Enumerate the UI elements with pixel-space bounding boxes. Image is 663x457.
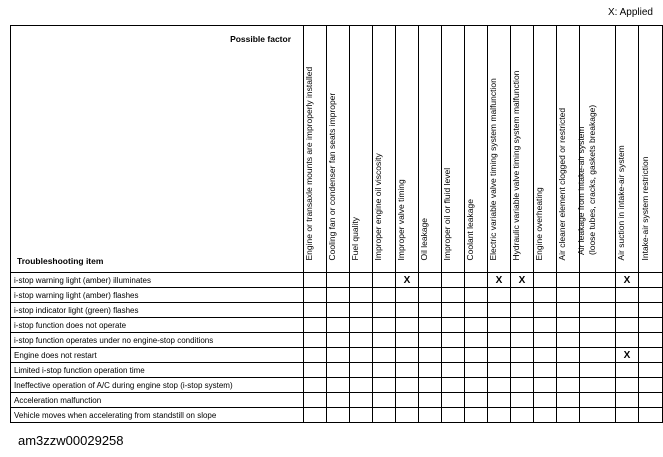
applied-mark-cell [304,318,327,333]
applied-mark-cell [373,408,396,423]
applied-mark-cell [396,393,419,408]
applied-mark-cell [419,288,442,303]
applied-mark-cell [557,288,580,303]
applied-mark-cell [488,378,511,393]
applied-mark-cell [580,378,616,393]
factor-label: Fuel quality [350,217,360,261]
troubleshooting-item: Vehicle moves when accelerating from standstill on slope [11,408,304,423]
applied-mark-cell [616,393,639,408]
applied-mark-cell [465,273,488,288]
applied-mark-cell [511,408,534,423]
applied-mark-cell [419,333,442,348]
applied-mark-cell [580,273,616,288]
applied-mark-cell [616,333,639,348]
applied-mark-cell [350,273,373,288]
applied-mark-cell [488,408,511,423]
applied-mark-cell [465,288,488,303]
applied-mark-cell [304,333,327,348]
applied-mark-cell [488,318,511,333]
applied-mark-cell [534,288,557,303]
applied-mark-cell [419,378,442,393]
applied-mark-cell [511,288,534,303]
applied-mark-cell [580,363,616,378]
factor-header-13 [575,26,616,273]
applied-mark-cell: X [616,273,639,288]
applied-mark-cell [557,318,580,333]
applied-mark-cell [534,318,557,333]
applied-mark-cell [350,333,373,348]
applied-mark-cell [396,363,419,378]
applied-mark-cell [534,408,557,423]
applied-mark-cell [616,318,639,333]
applied-mark-cell [442,318,465,333]
applied-mark-cell [639,288,663,303]
troubleshooting-item: Acceleration malfunction [11,393,304,408]
applied-mark-cell [616,408,639,423]
applied-mark-cell [327,288,350,303]
applied-mark-cell [580,408,616,423]
factor-header-8 [465,26,488,273]
applied-mark-cell: X [511,273,534,288]
applied-mark-cell [639,333,663,348]
applied-mark-cell [419,363,442,378]
applied-mark-cell [534,378,557,393]
applied-mark-cell [511,393,534,408]
applied-mark-cell [488,303,511,318]
troubleshooting-item: i-stop function does not operate [11,318,304,333]
applied-mark-cell [488,288,511,303]
possible-factor-label: Possible factor [230,34,291,44]
applied-mark-cell [442,288,465,303]
applied-mark-cell [304,393,327,408]
troubleshooting-item-label: Troubleshooting item [17,256,104,266]
applied-mark-cell [350,303,373,318]
applied-mark-cell [350,363,373,378]
factor-label: Improper engine oil viscosity [373,153,383,261]
troubleshooting-item: i-stop warning light (amber) illuminates [11,273,304,288]
factor-label: Oil leakage [419,217,429,261]
troubleshooting-item: Engine does not restart [11,348,304,363]
applied-mark-cell [304,303,327,318]
applied-mark-cell [534,348,557,363]
applied-mark-cell [350,393,373,408]
applied-mark-cell [442,303,465,318]
applied-mark-cell [557,408,580,423]
applied-mark-cell [373,393,396,408]
applied-mark-cell [557,273,580,288]
applied-mark-cell [534,363,557,378]
factor-header-4 [373,26,396,273]
applied-mark-cell [488,333,511,348]
applied-mark-cell [488,348,511,363]
applied-mark-cell [465,348,488,363]
factor-label: Hydraulic variable valve timing system malfunction [511,70,521,261]
table-row [11,363,663,378]
applied-mark-cell [442,348,465,363]
table-row [11,348,663,363]
factor-label: Improper oil or fluid level [442,167,452,261]
troubleshooting-item: Ineffective operation of A/C during engine stop (i-stop system) [11,378,304,393]
applied-mark-cell [396,378,419,393]
factor-label: Air suction in intake-air system [616,145,626,261]
applied-mark-cell [557,363,580,378]
table-body [11,273,663,423]
applied-mark-cell [442,408,465,423]
applied-mark-cell [616,303,639,318]
applied-mark-cell [396,408,419,423]
applied-mark-cell [442,333,465,348]
table-row [11,273,663,288]
factor-label: Engine overheating [534,187,544,261]
applied-mark-cell [580,333,616,348]
applied-mark-cell [373,363,396,378]
applied-mark-cell [465,318,488,333]
applied-mark-cell [534,273,557,288]
applied-mark-cell [327,303,350,318]
factor-label: Coolant leakage [465,199,475,261]
applied-mark-cell [304,363,327,378]
applied-mark-cell [327,393,350,408]
factor-label: Engine or transaxle mounts are improperly installed [304,66,314,261]
applied-mark-cell [373,378,396,393]
applied-mark-cell [465,378,488,393]
applied-mark-cell [327,333,350,348]
applied-mark-cell [639,378,663,393]
applied-mark-cell: X [488,273,511,288]
table-row [11,318,663,333]
applied-mark-cell [534,333,557,348]
applied-mark-cell [488,393,511,408]
applied-mark-cell [304,408,327,423]
applied-mark-cell [419,303,442,318]
applied-mark-cell [373,318,396,333]
table-row [11,333,663,348]
factor-label: Electric variable valve timing system malfunction [488,78,498,261]
applied-mark-cell [373,303,396,318]
applied-mark-cell [327,318,350,333]
factor-label: Intake-air system restriction [639,156,650,261]
applied-mark-cell [557,303,580,318]
troubleshooting-item: i-stop warning light (amber) flashes [11,288,304,303]
applied-mark-cell [639,273,663,288]
table-row [11,288,663,303]
troubleshooting-item: i-stop indicator light (green) flashes [11,303,304,318]
factor-header-2 [327,26,350,273]
applied-mark-cell [396,288,419,303]
applied-mark-cell [639,303,663,318]
applied-mark-cell [304,348,327,363]
applied-mark-cell [557,333,580,348]
applied-mark-cell [639,408,663,423]
applied-mark-cell [327,273,350,288]
applied-mark-cell [465,408,488,423]
header-row [11,26,663,273]
factor-header-10 [511,26,534,273]
applied-mark-cell [557,348,580,363]
applied-mark-cell [442,393,465,408]
troubleshooting-table [10,25,663,423]
applied-mark-cell [419,318,442,333]
factor-label: Improper valve timing [396,179,406,261]
applied-mark-cell [373,348,396,363]
applied-mark-cell [442,273,465,288]
applied-mark-cell [511,363,534,378]
applied-mark-cell [327,408,350,423]
applied-mark-cell [396,348,419,363]
table-row [11,393,663,408]
applied-mark-cell [639,348,663,363]
factor-header-5 [396,26,419,273]
applied-mark-cell [327,363,350,378]
applied-mark-cell [488,363,511,378]
applied-mark-cell [396,333,419,348]
factor-label: Air cleaner element clogged or restricted [557,107,567,261]
factor-header-9 [488,26,511,273]
factor-label: Cooling fan or condenser fan seats improper [327,92,337,261]
applied-mark-cell [465,333,488,348]
table-row [11,408,663,423]
applied-mark-cell [557,393,580,408]
applied-mark-cell [396,303,419,318]
factor-label: Air leakage from intake-air system (loose tubes, cracks, gaskets breakage) [575,104,597,255]
applied-mark-cell [304,378,327,393]
applied-mark-cell [534,393,557,408]
applied-mark-cell [580,288,616,303]
applied-mark-cell [350,318,373,333]
applied-mark-cell [373,333,396,348]
applied-mark-cell [442,363,465,378]
applied-mark-cell: X [616,348,639,363]
applied-mark-cell [327,348,350,363]
applied-mark-cell [580,303,616,318]
applied-mark-cell [442,378,465,393]
applied-mark-cell [304,288,327,303]
applied-mark-cell [350,408,373,423]
applied-mark-cell [639,318,663,333]
applied-mark-cell [396,318,419,333]
factor-header-15 [639,26,663,273]
factor-header-3 [350,26,373,273]
legend: X: Applied [607,7,653,18]
header-corner [11,26,304,273]
applied-mark-cell [465,363,488,378]
applied-mark-cell [580,348,616,363]
factor-header-6 [419,26,442,273]
factor-header-7 [442,26,465,273]
applied-mark-cell: X [396,273,419,288]
applied-mark-cell [616,288,639,303]
applied-mark-cell [373,288,396,303]
applied-mark-cell [373,273,396,288]
applied-mark-cell [639,363,663,378]
applied-mark-cell [511,318,534,333]
applied-mark-cell [511,348,534,363]
troubleshooting-item: Limited i-stop function operation time [11,363,304,378]
applied-mark-cell [419,273,442,288]
applied-mark-cell [511,378,534,393]
applied-mark-cell [465,303,488,318]
table-row [11,378,663,393]
applied-mark-cell [534,303,557,318]
figure-caption: am3zzw00029258 [18,433,124,448]
applied-mark-cell [511,303,534,318]
applied-mark-cell [580,393,616,408]
troubleshooting-item: i-stop function operates under no engine-stop conditions [11,333,304,348]
applied-mark-cell [419,393,442,408]
applied-mark-cell [419,408,442,423]
applied-mark-cell [350,378,373,393]
applied-mark-cell [419,348,442,363]
applied-mark-cell [465,393,488,408]
table-row [11,303,663,318]
applied-mark-cell [557,378,580,393]
applied-mark-cell [616,378,639,393]
applied-mark-cell [580,318,616,333]
applied-mark-cell [350,348,373,363]
factor-header-11 [534,26,557,273]
factor-header-1 [304,26,327,273]
applied-mark-cell [511,333,534,348]
applied-mark-cell [616,363,639,378]
applied-mark-cell [327,378,350,393]
factor-header-14 [616,26,639,273]
applied-mark-cell [350,288,373,303]
applied-mark-cell [639,393,663,408]
applied-mark-cell [304,273,327,288]
